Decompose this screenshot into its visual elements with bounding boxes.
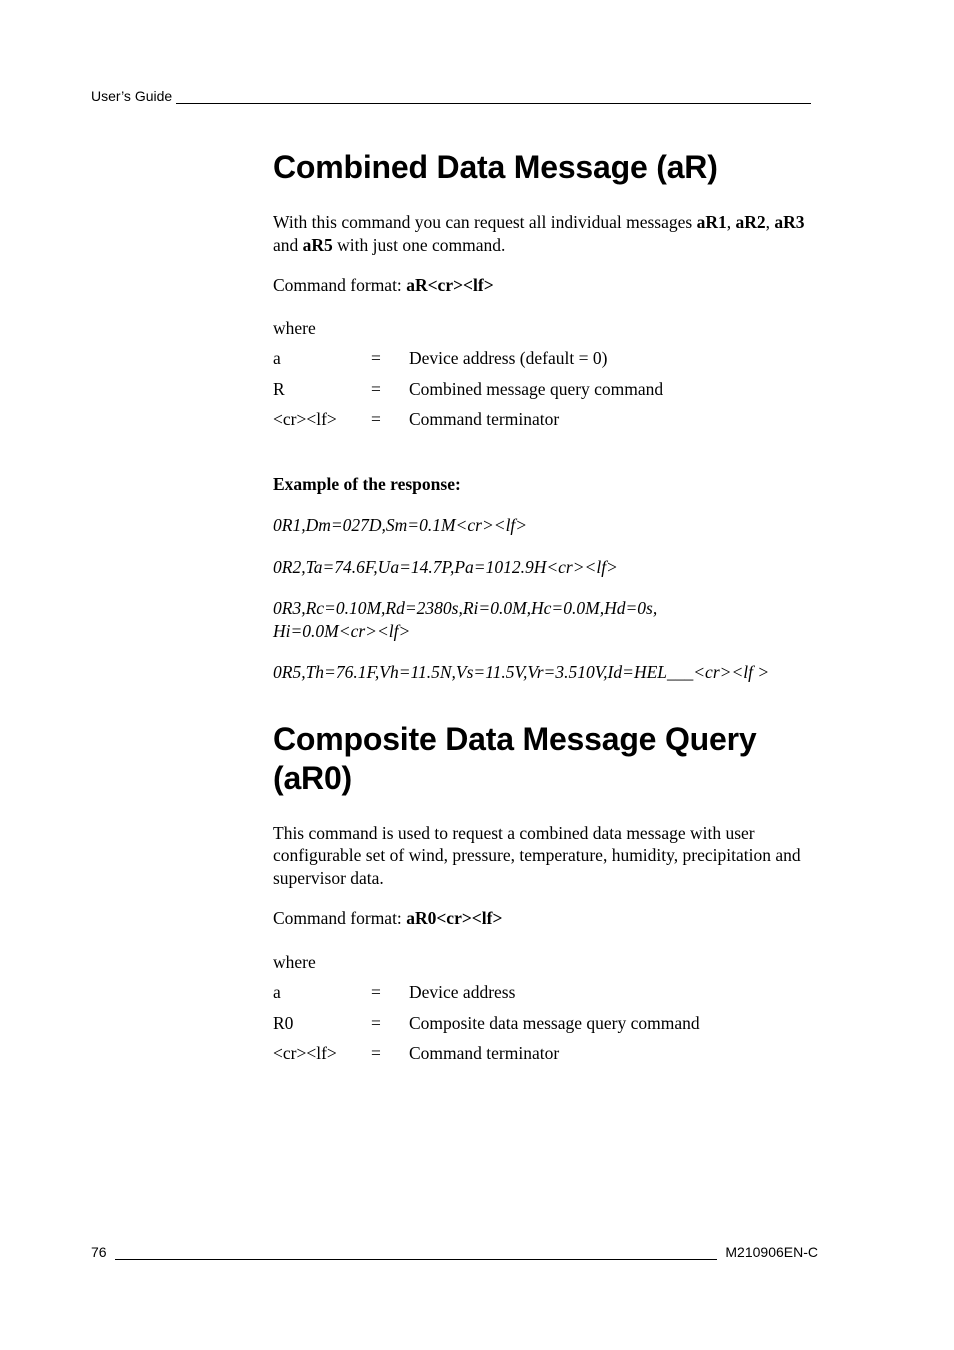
definition-equals: = [371, 1043, 381, 1063]
definition-desc: Command terminator [409, 409, 560, 429]
document-code: M210906EN-C [725, 1244, 818, 1260]
page-number: 76 [91, 1244, 107, 1260]
example-line-r2: 0R2,Ta=74.6F,Ua=14.7P,Pa=1012.9H<cr><lf> [273, 556, 618, 577]
combined-definitions-table [273, 347, 818, 439]
page-content [273, 148, 818, 1073]
example-heading: Example of the response: [273, 473, 461, 494]
definition-desc: Device address [409, 982, 516, 1002]
definition-row [273, 1042, 818, 1073]
combined-command-format: Command format: aR<cr><lf> [273, 275, 494, 295]
header-rule [176, 91, 811, 104]
definition-row [273, 1012, 818, 1043]
definition-equals: = [371, 1012, 381, 1033]
definition-term: a [273, 348, 281, 368]
definition-term: R [273, 378, 285, 399]
definition-row [273, 378, 818, 409]
definition-equals: = [371, 348, 381, 368]
composite-command-format: Command format: aR0<cr><lf> [273, 908, 503, 928]
example-line-r5: 0R5,Th=76.1F,Vh=11.5N,Vs=11.5V,Vr=3.510V,Id=HEL___<cr><lf > [273, 662, 770, 682]
footer-rule [115, 1247, 718, 1260]
definition-equals: = [371, 409, 381, 429]
combined-intro: With this command you can request all individual messages aR1, aR2, aR3 and aR5 with just one command. [273, 212, 805, 255]
definition-row [273, 981, 818, 1012]
definition-term: a [273, 982, 281, 1002]
section-heading-combined: Combined Data Message (aR) [273, 149, 718, 185]
composite-intro: This command is used to request a combined data message with user configurable set of wind, pressure, temperature, humidity, precipitation and supervisor data. [273, 822, 801, 888]
definition-equals: = [371, 982, 381, 1002]
definition-desc: Combined message query command [409, 378, 664, 399]
section-heading-composite: Composite Data Message Query (aR0) [273, 720, 757, 796]
combined-where: where [273, 317, 316, 338]
example-line-r1: 0R1,Dm=027D,Sm=0.1M<cr><lf> [273, 515, 528, 535]
definition-equals: = [371, 378, 381, 399]
header-title: User’s Guide [91, 88, 173, 104]
definition-term: <cr><lf> [273, 1043, 337, 1063]
page-footer [91, 1244, 818, 1260]
definition-row [273, 347, 818, 378]
definition-term: R0 [273, 1012, 294, 1033]
definition-row [273, 408, 818, 439]
composite-definitions-table [273, 981, 818, 1073]
definition-term: <cr><lf> [273, 409, 337, 429]
definition-desc: Composite data message query command [409, 1012, 700, 1033]
composite-where: where [273, 951, 316, 972]
example-line-r3: 0R3,Rc=0.10M,Rd=2380s,Ri=0.0M,Hc=0.0M,Hd=0s, Hi=0.0M<cr><lf> [273, 598, 658, 641]
definition-desc: Command terminator [409, 1043, 560, 1063]
definition-desc: Device address (default = 0) [409, 348, 608, 368]
page-header [91, 88, 811, 104]
